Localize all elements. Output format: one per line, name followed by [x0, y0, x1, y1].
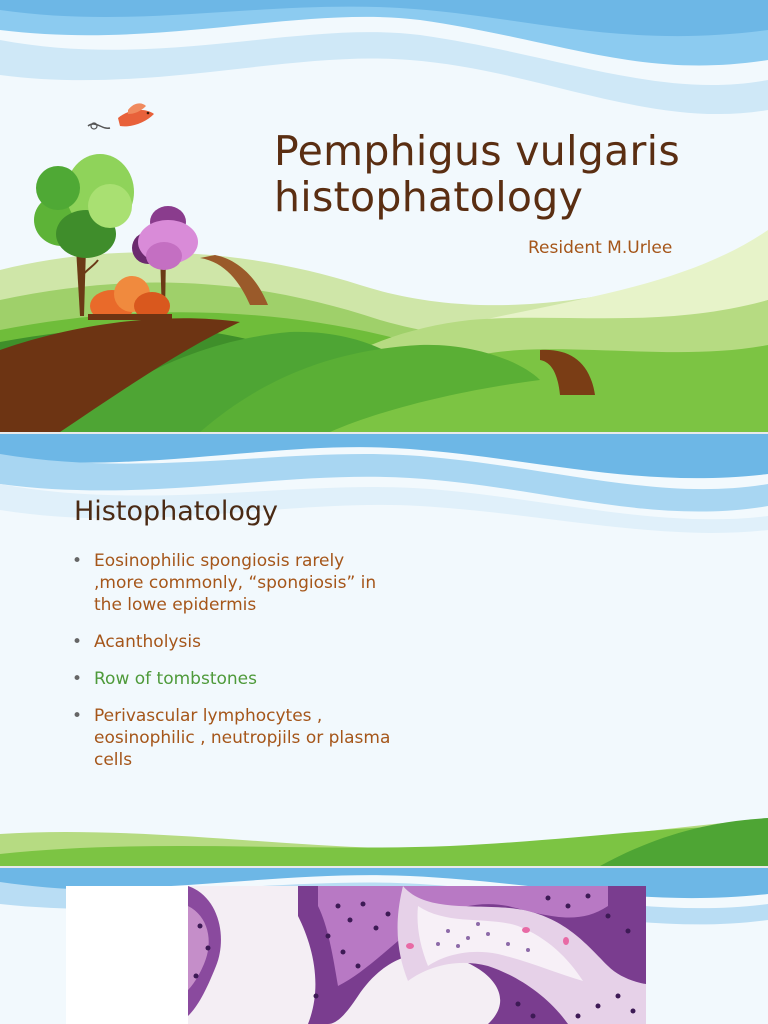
list-item: • Eosinophilic spongiosis rarely ,more commonly, “spongiosis” in the lowe epidermis: [72, 550, 392, 616]
section-heading: Histophatology: [74, 496, 279, 527]
bird-icon: [84, 100, 160, 140]
image-slide[interactable]: [0, 868, 768, 1024]
slide-title: Pemphigus vulgaris histophatology: [274, 127, 681, 221]
list-item: • Perivascular lymphocytes , eosinophilic , neutropjils or plasma cells: [72, 705, 392, 771]
image-margin: [66, 886, 188, 1024]
list-item: • Row of tombstones: [72, 668, 392, 690]
histology-micrograph: [188, 886, 646, 1024]
slide-subtitle: Resident M.Urlee: [528, 238, 673, 258]
bullet-list: [72, 550, 392, 786]
content-slide[interactable]: [0, 434, 768, 866]
bush-icon: [88, 272, 172, 320]
title-slide[interactable]: [0, 0, 768, 432]
list-item: • Acantholysis: [72, 631, 392, 653]
